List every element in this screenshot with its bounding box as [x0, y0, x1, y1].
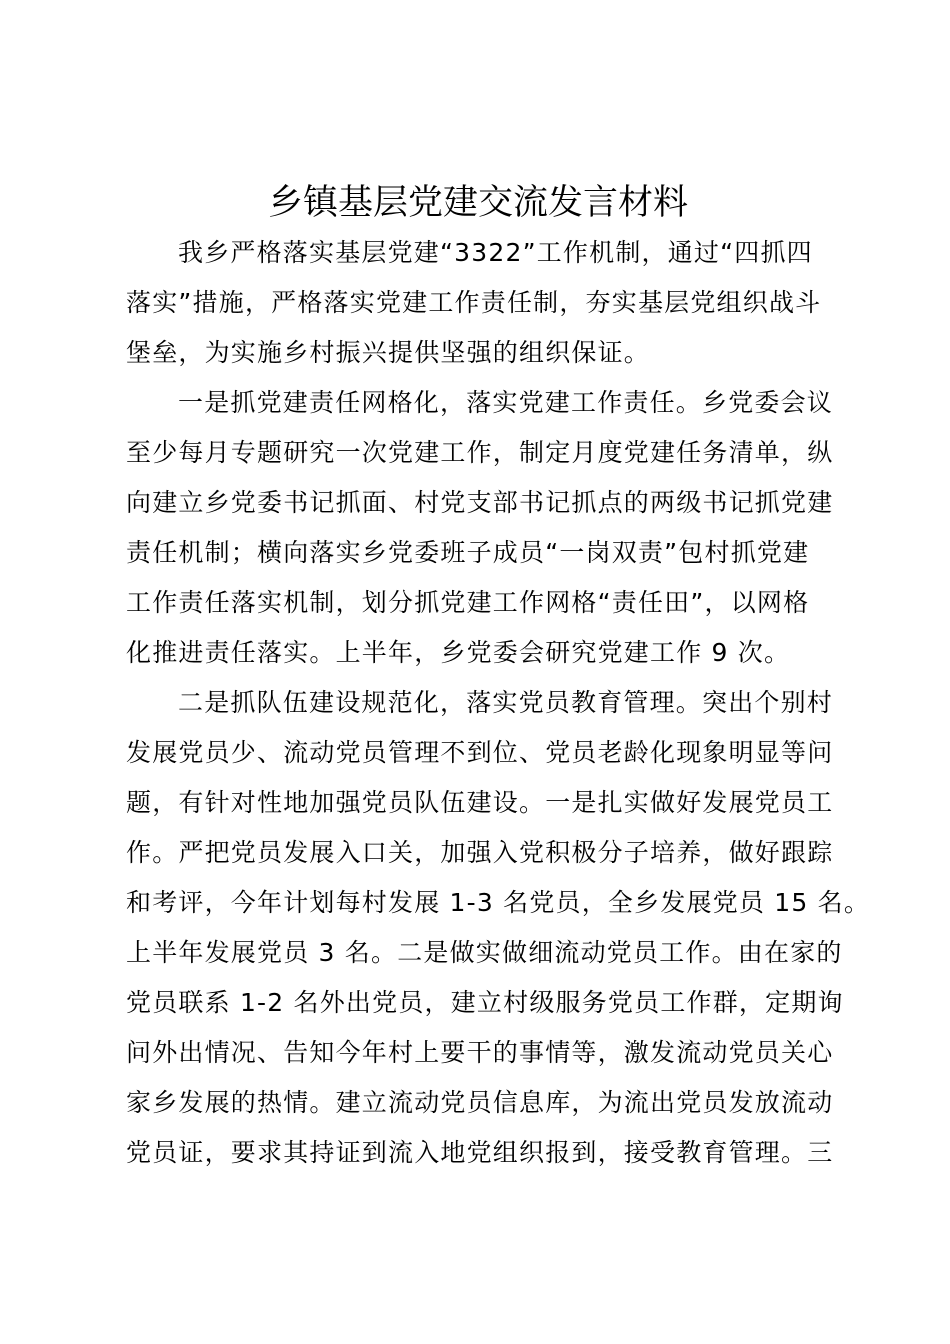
- paragraph-responsibility: [126, 378, 838, 678]
- text-line: 二是抓队伍建设规范化，落实党员教育管理。突出个别村: [178, 688, 834, 717]
- text-line: 堡垒，为实施乡村振兴提供坚强的组织保证。: [126, 338, 651, 367]
- text-line: 作。严把党员发展入口关，加强入党积极分子培养，做好跟踪: [126, 838, 834, 867]
- text-line: 和考评，今年计划每村发展 1-3 名党员，全乡发展党员 15 名。: [126, 888, 871, 917]
- document-title: 乡镇基层党建交流发言材料: [267, 183, 688, 223]
- text-line: 上半年发展党员 3 名。二是做实做细流动党员工作。由在家的: [126, 938, 843, 967]
- text-line: 工作责任落实机制，划分抓党建工作网格“责任田”，以网格: [126, 588, 810, 617]
- text-line: 党员证，要求其持证到流入地党组织报到，接受教育管理。三: [126, 1138, 834, 1167]
- text-line: 题，有针对性地加强党员队伍建设。一是扎实做好发展党员工: [126, 788, 834, 817]
- text-line: 问外出情况、告知今年村上要干的事情等，激发流动党员关心: [126, 1038, 834, 1067]
- text-line: 我乡严格落实基层党建“3322”工作机制，通过“四抓四: [178, 238, 813, 267]
- text-line: 化推进责任落实。上半年，乡党委会研究党建工作 9 次。: [126, 638, 791, 667]
- text-line: 家乡发展的热情。建立流动党员信息库，为流出党员发放流动: [126, 1088, 834, 1117]
- text-line: 向建立乡党委书记抓面、村党支部书记抓点的两级书记抓党建: [126, 488, 834, 517]
- paragraph-team-building: [126, 678, 871, 1178]
- paragraph-intro: [126, 228, 838, 378]
- document-body: [126, 228, 871, 1178]
- text-line: 党员联系 1-2 名外出党员，建立村级服务党员工作群，定期询: [126, 988, 844, 1017]
- text-line: 发展党员少、流动党员管理不到位、党员老龄化现象明显等问: [126, 738, 834, 767]
- text-line: 责任机制；横向落实乡党委班子成员“一岗双责”包村抓党建: [126, 538, 810, 567]
- text-line: 落实”措施，严格落实党建工作责任制，夯实基层党组织战斗: [126, 288, 822, 317]
- text-line: 至少每月专题研究一次党建工作，制定月度党建任务清单，纵: [126, 438, 834, 467]
- text-line: 一是抓党建责任网格化，落实党建工作责任。乡党委会议: [178, 388, 834, 417]
